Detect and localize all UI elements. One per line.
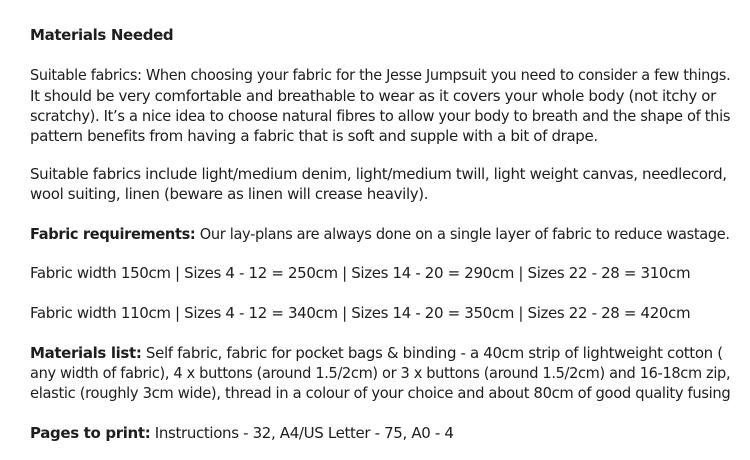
- fabric-requirements-label: Fabric requirements:: [30, 225, 196, 243]
- materials-list-line-1: [30, 343, 723, 363]
- intro-line-3: scratchy). It’s a nice idea to choose natural fibres to allow your body to breath and the shape of this: [30, 107, 731, 125]
- section-heading: Materials Needed: [30, 26, 174, 44]
- fabrics-line-1: Suitable fabrics include light/medium denim, light/medium twill, light weight canvas, needlecord,: [30, 165, 727, 183]
- intro-line-2: It should be very comfortable and breathable to wear as it covers your whole body (not itchy or: [30, 87, 716, 105]
- fabrics-line-2: wool suiting, linen (beware as linen will crease heavily).: [30, 185, 429, 203]
- fabric-requirements: [30, 224, 730, 244]
- materials-list-text-1: Self fabric, fabric for pocket bags & binding - a 40cm strip of lightweight cotton (: [141, 344, 723, 362]
- pages-to-print: [30, 423, 454, 443]
- fabric-requirements-text: Our lay-plans are always done on a single layer of fabric to reduce wastage.: [195, 225, 730, 243]
- intro-line-1: Suitable fabrics: When choosing your fabric for the Jesse Jumpsuit you need to consider a few things.: [30, 66, 731, 84]
- pages-to-print-text: Instructions - 32, A4/US Letter - 75, A0 - 4: [150, 424, 454, 442]
- materials-list-line-3: elastic (roughly 3cm wide), thread in a colour of your choice and about 80cm of good quality fusing: [30, 384, 731, 402]
- pages-to-print-label: Pages to print:: [30, 424, 151, 442]
- intro-line-4: pattern benefits from having a fabric that is soft and supple with a bit of drape.: [30, 127, 598, 145]
- fabric-width-110: Fabric width 110cm | Sizes 4 - 12 = 340cm | Sizes 14 - 20 = 350cm | Sizes 22 - 28 = 420cm: [30, 304, 691, 322]
- materials-list-line-2: any width of fabric), 4 x buttons (around 1.5/2cm) or 3 x buttons (around 1.5/2cm) and 16-18cm zip,: [30, 364, 731, 382]
- fabric-width-150: Fabric width 150cm | Sizes 4 - 12 = 250cm | Sizes 14 - 20 = 290cm | Sizes 22 - 28 = 310cm: [30, 264, 691, 282]
- materials-list-label: Materials list:: [30, 344, 142, 362]
